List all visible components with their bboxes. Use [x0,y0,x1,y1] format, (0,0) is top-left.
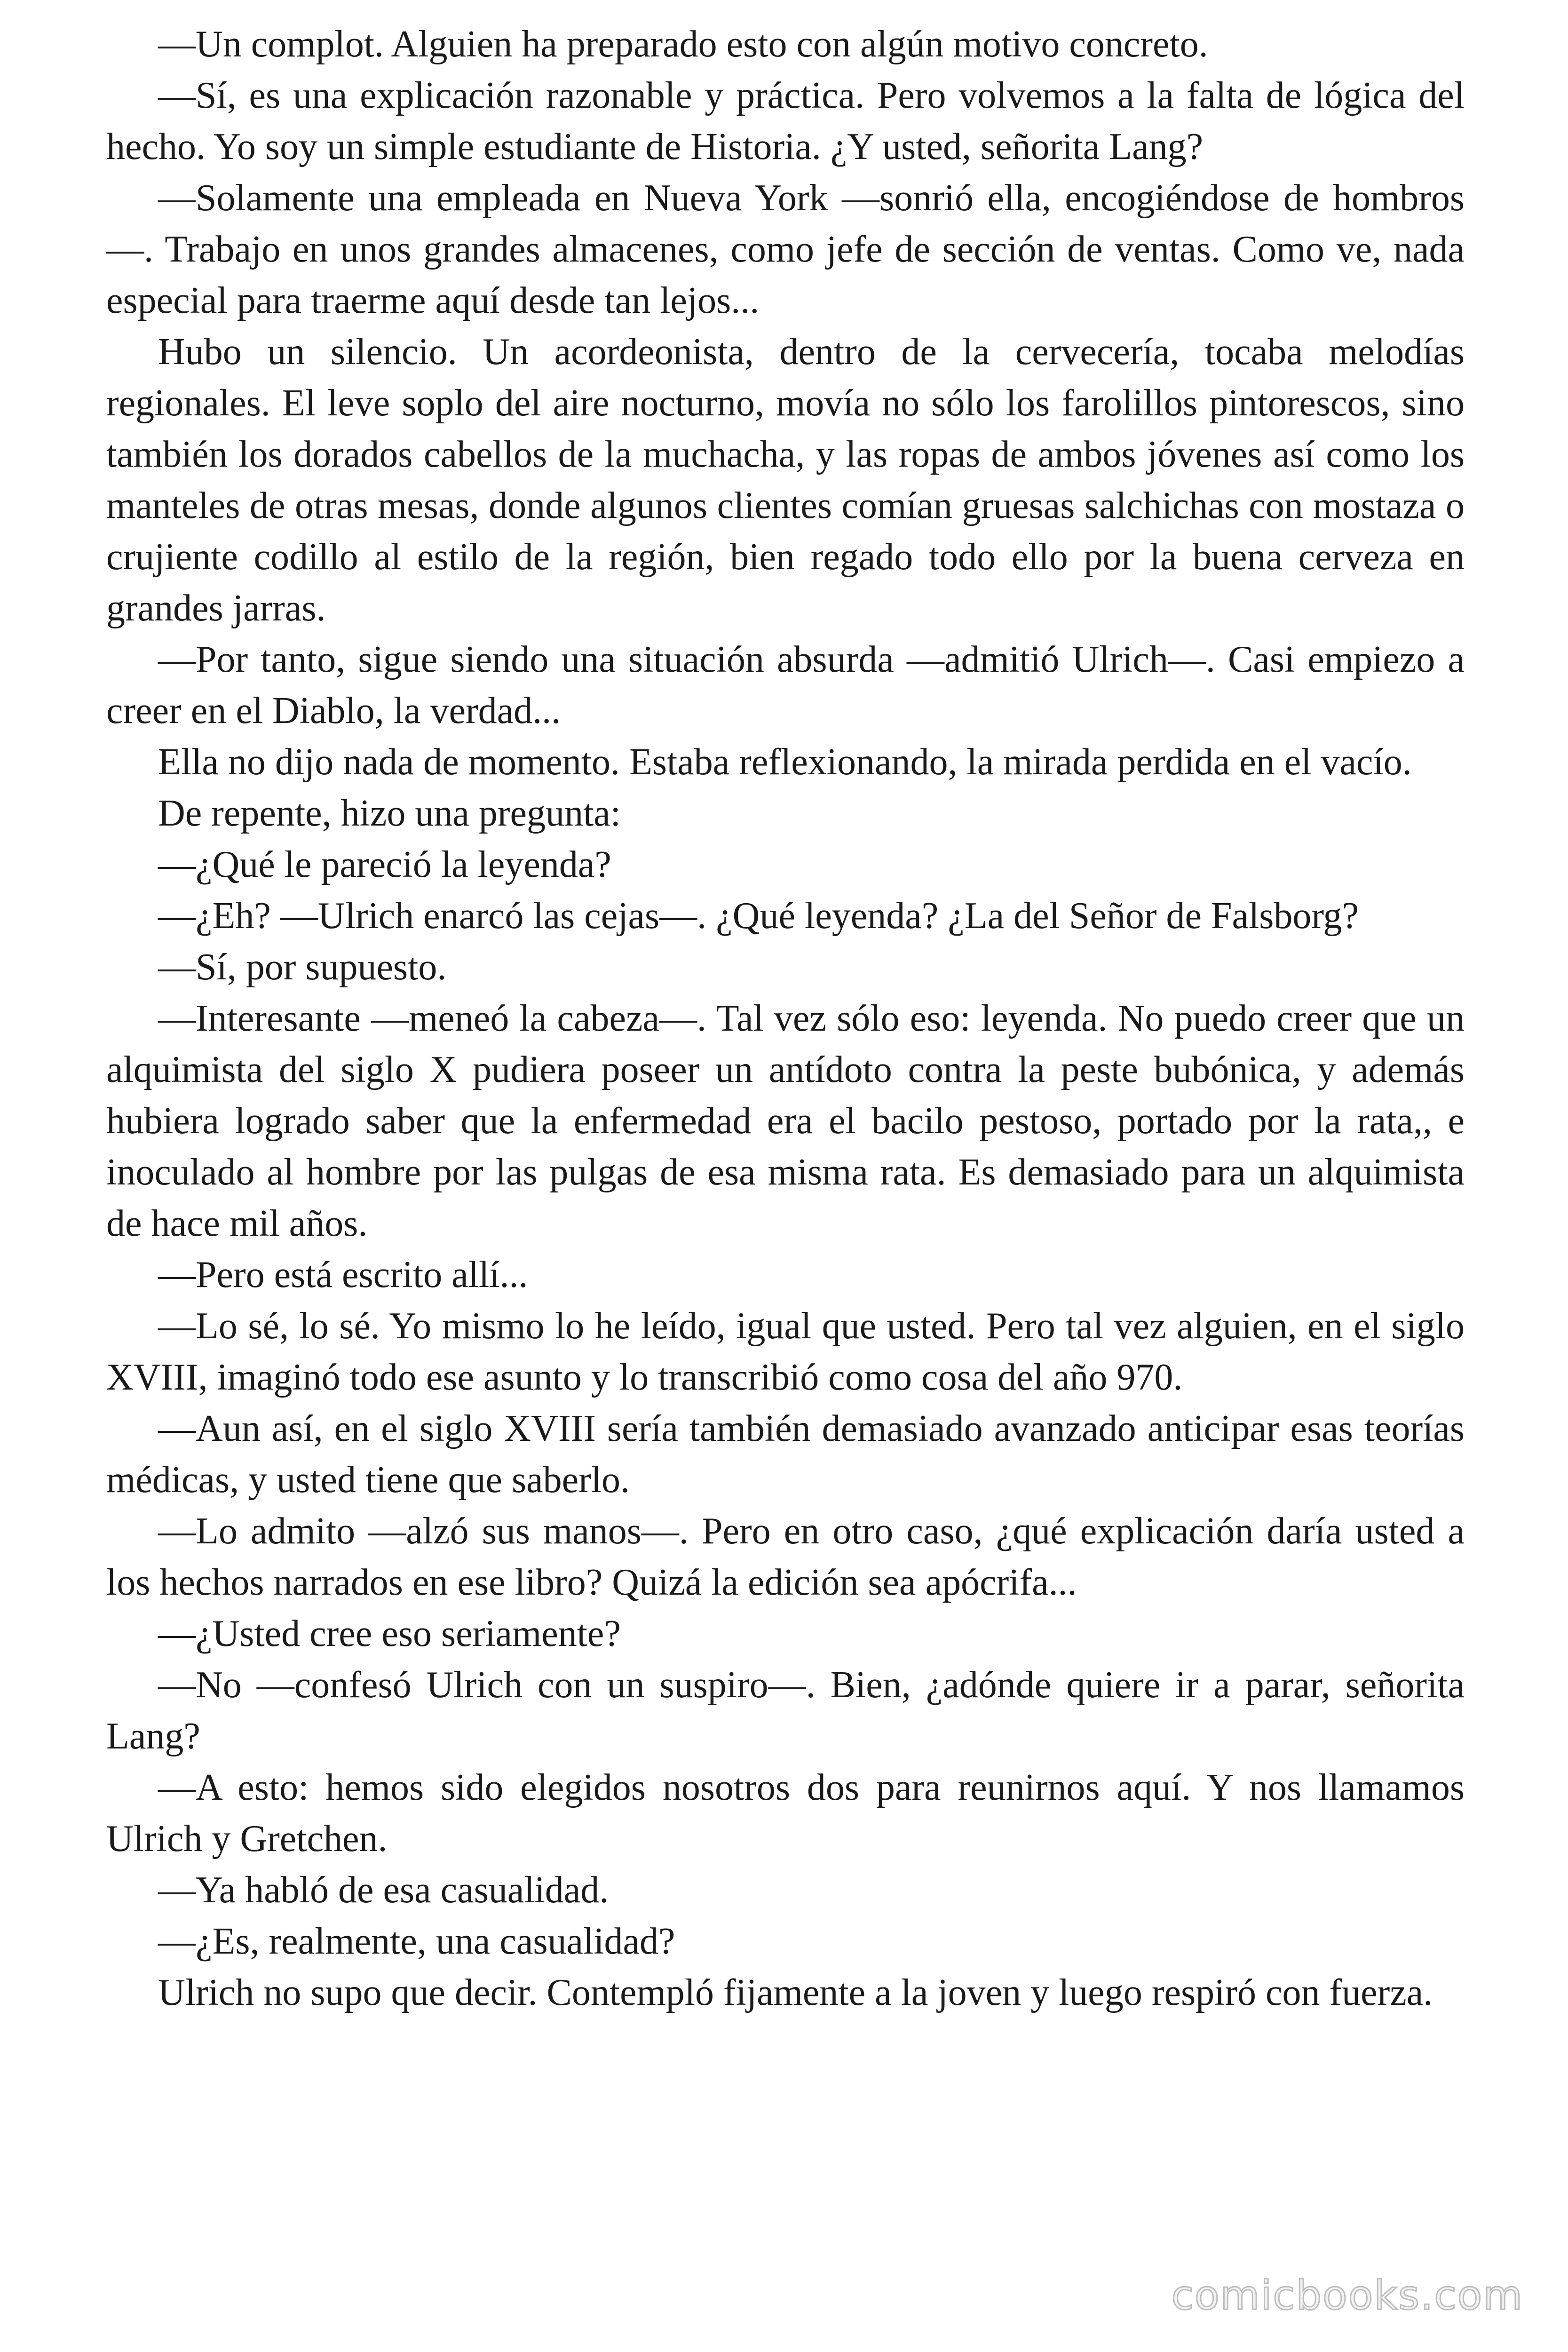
paragraph: —Pero está escrito allí... [158,1254,528,1295]
watermark: comicbooks.com [1171,2272,1523,2319]
paragraph: —¿Qué le pareció la leyenda? [158,844,611,885]
paragraph: —No —confesó Ulrich con un suspiro—. Bien, ¿adónde quiere ir a parar, señorita Lang? [106,1664,1465,1757]
paragraph: De repente, hizo una pregunta: [158,793,621,834]
paragraph: —Interesante —meneó la cabeza—. Tal vez sólo eso: leyenda. No puedo creer que un alquimista del siglo X pudiera poseer un antídoto contra la peste bubónica, y además hubiera logrado saber que la enfermedad era el bacilo pestoso, portado por la rata,, e inoculado al hombre por las pulgas de esa misma rata. Es demasiado para un alquimista de hace mil años. [106,998,1465,1244]
paragraph: —¿Eh? —Ulrich enarcó las cejas—. ¿Qué leyenda? ¿La del Señor de Falsborg? [158,895,1359,937]
paragraph: Ella no dijo nada de momento. Estaba reflexionando, la mirada perdida en el vacío. [158,741,1412,783]
paragraph: Ulrich no supo que decir. Contempló fijamente a la joven y luego respiró con fuerza. [158,1972,1433,2013]
paragraph: Hubo un silencio. Un acordeonista, dentro de la cervecería, tocaba melodías regionales. El leve soplo del aire nocturno, movía no sólo los farolillos pintorescos, sino también los dorados cabellos de la muchacha, y las ropas de ambos jóvenes así como los manteles de otras mesas, donde algunos clientes comían gruesas salchichas con mostaza o crujiente codillo al estilo de la región, bien regado todo ello por la buena cerveza en grandes jarras. [106,331,1465,629]
body-text [106,19,1465,2018]
paragraph: —Por tanto, sigue siendo una situación absurda —admitió Ulrich—. Casi empiezo a creer en el Diablo, la verdad... [106,639,1465,731]
paragraph: —Un complot. Alguien ha preparado esto con algún motivo concreto. [158,24,1208,65]
paragraph: —Sí, es una explicación razonable y práctica. Pero volvemos a la falta de lógica del hecho. Yo soy un simple estudiante de Historia. ¿Y usted, señorita Lang? [106,75,1465,167]
document-page [106,19,1465,2281]
paragraph: —Lo admito —alzó sus manos—. Pero en otro caso, ¿qué explicación daría usted a los hechos narrados en ese libro? Quizá la edición sea apócrifa... [106,1510,1465,1603]
paragraph: —¿Usted cree eso seriamente? [158,1613,621,1654]
paragraph: —Lo sé, lo sé. Yo mismo lo he leído, igual que usted. Pero tal vez alguien, en el siglo XVIII, imaginó todo ese asunto y lo transcribió como cosa del año 970. [106,1305,1465,1398]
paragraph: —Sí, por supuesto. [158,946,447,988]
paragraph: —Ya habló de esa casualidad. [158,1869,609,1911]
paragraph: —A esto: hemos sido elegidos nosotros dos para reunirnos aquí. Y nos llamamos Ulrich y Gretchen. [106,1767,1465,1859]
paragraph: —¿Es, realmente, una casualidad? [158,1921,675,1962]
paragraph: —Aun así, en el siglo XVIII sería también demasiado avanzado anticipar esas teorías médicas, y usted tiene que saberlo. [106,1408,1465,1501]
paragraph: —Solamente una empleada en Nueva York —sonrió ella, encogiéndose de hombros—. Trabajo en unos grandes almacenes, como jefe de sección de ventas. Como ve, nada especial para traerme aquí desde tan lejos... [106,177,1465,321]
